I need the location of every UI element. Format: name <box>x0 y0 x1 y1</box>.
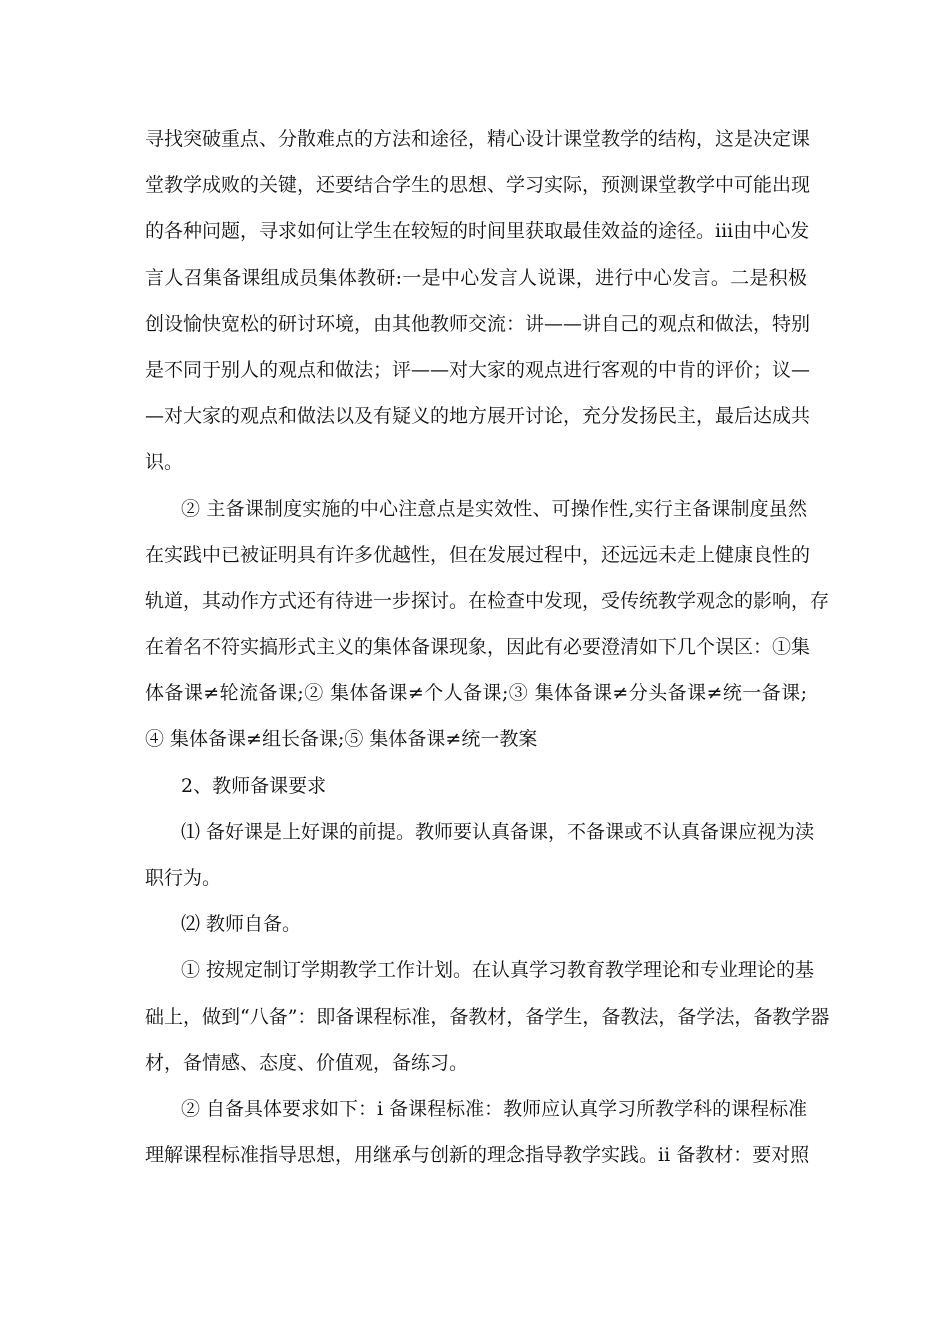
section-heading: 2、教师备课要求 <box>181 774 327 797</box>
paragraph-2-line-2: 在实践中已被证明具有许多优越性，但在发展过程中，还远远未走上健康良性的 <box>145 543 811 566</box>
paragraph-2-line-3: 轨道，其动作方式还有待进一步探讨。在检查中发现，受传统教学观念的影响，存 <box>145 589 830 612</box>
paragraph-6-line-2: 理解课程标准指导思想，用继承与创新的理念指导教学实践。ⅱ 备教材：要对照 <box>145 1144 810 1167</box>
paragraph-4-line-1: ⑵ 教师自备。 <box>181 913 302 936</box>
text-line-8: 识。 <box>145 451 184 474</box>
text-line-7: —对大家的观点和做法以及有疑义的地方展开讨论，充分发扬民主，最后达成共 <box>145 405 811 428</box>
paragraph-2-line-6: ④ 集体备课≠组长备课;⑤ 集体备课≠统一教案 <box>145 728 538 751</box>
paragraph-3-line-2: 职行为。 <box>145 867 222 889</box>
paragraph-6-line-1: ② 自备具体要求如下：ⅰ 备课程标准：教师应认真学习所教学科的课程标准 <box>181 1097 808 1120</box>
paragraph-2-line-1: ② 主备课制度实施的中心注意点是实效性、可操作性,实行主备课制度虽然 <box>181 497 807 520</box>
text-line-1: 寻找突破重点、分散难点的方法和途径，精心设计课堂教学的结构，这是决定课 <box>145 128 811 150</box>
text-line-2: 堂教学成败的关键，还要结合学生的思想、学习实际，预测课堂教学中可能出现 <box>145 174 811 197</box>
paragraph-2-line-5: 体备课≠轮流备课;② 集体备课≠个人备课;③ 集体备课≠分头备课≠统一备课; <box>145 682 807 705</box>
paragraph-2-line-4: 在着名不符实搞形式主义的集体备课现象，因此有必要澄清如下几个误区：①集 <box>145 636 811 659</box>
paragraph-3-line-1: ⑴ 备好课是上好课的前提。教师要认真备课，不备课或不认真备课应视为渎 <box>181 820 815 843</box>
text-line-5: 创设愉快宽松的研讨环境，由其他教师交流：讲——讲自己的观点和做法，特别 <box>145 312 811 335</box>
paragraph-5-line-2: 础上，做到“八备”：即备课程标准，备教材，备学生，备教法，备学法，备教学器 <box>145 1005 830 1028</box>
text-line-6: 是不同于别人的观点和做法；评——对大家的观点进行客观的中肯的评价；议— <box>145 358 811 381</box>
text-line-4: 言人召集备课组成员集体教研:一是中心发言人说课，进行中心发言。二是积极 <box>145 266 807 289</box>
paragraph-5-line-3: 材，备情感、态度、价值观，备练习。 <box>145 1051 469 1074</box>
text-line-3: 的各种问题，寻求如何让学生在较短的时间里获取最佳效益的途径。iii由中心发 <box>145 220 810 243</box>
paragraph-5-line-1: ① 按规定制订学期教学工作计划。在认真学习教育教学理论和专业理论的基 <box>181 959 815 982</box>
document-body <box>145 116 830 1178</box>
